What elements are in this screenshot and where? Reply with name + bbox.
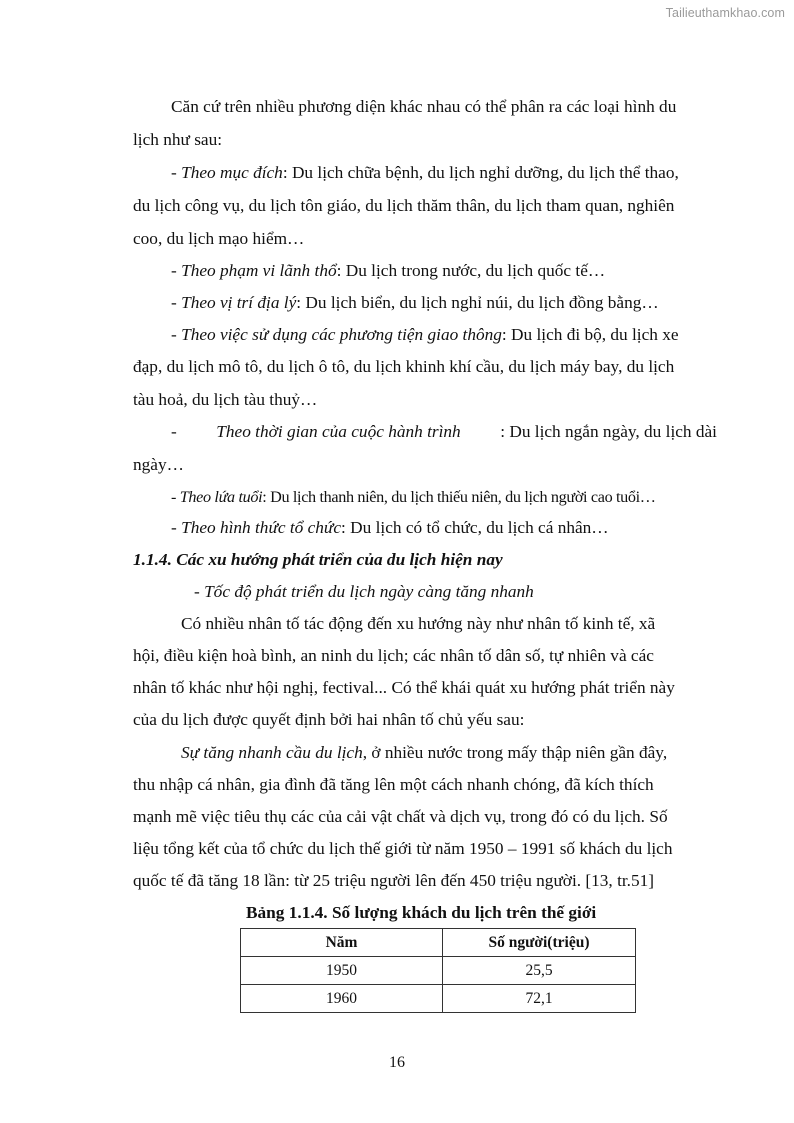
table-header-cell: Số người(triệu) <box>443 929 636 957</box>
paragraph-factors-line4: của du lịch được quyết định bởi hai nhân tố chủ yếu sau: <box>133 710 525 729</box>
list-item-label: Theo mục đích <box>181 163 283 182</box>
table-header-row <box>241 929 636 957</box>
list-item-age <box>171 486 656 508</box>
watermark: Tailieuthamkhao.com <box>665 6 785 20</box>
table-row <box>241 957 636 985</box>
paragraph-demand-line3: mạnh mẽ việc tiêu thụ các của cải vật chất và dịch vụ, trong đó có du lịch. Số <box>133 807 668 826</box>
table-header-cell: Năm <box>241 929 443 957</box>
list-item-text: : Du lịch ngắn ngày, du lịch dài <box>500 422 717 441</box>
list-item-text: : Du lịch trong nước, du lịch quốc tế… <box>336 261 606 280</box>
list-item-geography <box>171 292 659 314</box>
list-item-purpose-line3: coo, du lịch mạo hiểm… <box>133 229 305 248</box>
paragraph-factors-line2: hội, điều kiện hoà bình, an ninh du lịch; các nhân tố dân số, tự nhiên và các <box>133 646 654 665</box>
list-prefix: - <box>171 163 182 182</box>
subheading: - Tốc độ phát triển du lịch ngày càng tăng nhanh <box>194 582 534 601</box>
list-prefix: - <box>171 261 182 280</box>
list-item-transport-line2: đạp, du lịch mô tô, du lịch ô tô, du lịch khinh khí cầu, du lịch máy bay, du lịch <box>133 357 675 376</box>
list-prefix: - <box>171 293 182 312</box>
list-item-text: : Du lịch có tổ chức, du lịch cá nhân… <box>341 518 609 537</box>
table-caption: Bảng 1.1.4. Số lượng khách du lịch trên thế giới <box>246 903 597 922</box>
list-item-label: Theo phạm vi lãnh thổ <box>181 261 337 280</box>
list-item-purpose-line2: du lịch công vụ, du lịch tôn giáo, du lịch thăm thân, du lịch tham quan, nghiên <box>133 196 675 215</box>
section-heading: 1.1.4. Các xu hướng phát triển của du lịch hiện nay <box>133 550 503 569</box>
paragraph-intro-line1: Căn cứ trên nhiều phương diện khác nhau có thể phân ra các loại hình du <box>171 97 677 116</box>
paragraph-demand-line4: liệu tổng kết của tổ chức du lịch thế giới từ năm 1950 – 1991 số khách du lịch <box>133 839 673 858</box>
list-prefix: - <box>171 518 182 537</box>
list-prefix: - <box>171 488 180 506</box>
table-cell: 1960 <box>241 985 443 1013</box>
list-item-transport <box>171 324 679 346</box>
list-item-transport-line3: tàu hoả, du lịch tàu thuỷ… <box>133 390 318 409</box>
table-row <box>241 985 636 1013</box>
table-cell: 25,5 <box>443 957 636 985</box>
list-item-label: Theo việc sử dụng các phương tiện giao thông <box>181 325 502 344</box>
list-item-duration-line2: ngày… <box>133 455 184 474</box>
list-item-label: Theo lứa tuổi <box>179 488 263 506</box>
paragraph-demand-label: Sự tăng nhanh cầu du lịch <box>181 743 363 762</box>
paragraph-factors-line3: nhân tố khác như hội nghị, fectival... Có thể khái quát xu hướng phát triển này <box>133 678 675 697</box>
list-item-organization <box>171 517 609 539</box>
list-item-text: : Du lịch thanh niên, du lịch thiếu niên, du lịch người cao tuổi… <box>262 488 656 506</box>
paragraph-demand-line1 <box>181 742 667 764</box>
list-item-text: : Du lịch chữa bệnh, du lịch nghỉ dưỡng, du lịch thể thao, <box>282 163 679 182</box>
paragraph-demand-line2: thu nhập cá nhân, gia đình đã tăng lên một cách nhanh chóng, đã kích thích <box>133 775 654 794</box>
list-item-territory <box>171 260 605 282</box>
paragraph-demand-text: , ở nhiều nước trong mấy thập niên gần đây, <box>362 743 668 762</box>
list-item-label: Theo thời gian của cuộc hành trình <box>216 422 461 441</box>
list-item-purpose <box>171 162 679 184</box>
data-table <box>240 928 636 1013</box>
table-cell: 1950 <box>241 957 443 985</box>
list-item-label: Theo hình thức tổ chức <box>181 518 342 537</box>
list-item-text: : Du lịch biển, du lịch nghỉ núi, du lịch đồng bằng… <box>296 293 659 312</box>
list-prefix: - <box>171 422 177 441</box>
list-item-label: Theo vị trí địa lý <box>181 293 297 312</box>
paragraph-demand-line5: quốc tế đã tăng 18 lần: từ 25 triệu người lên đến 450 triệu người. [13, tr.51] <box>133 871 655 890</box>
list-item-text: : Du lịch đi bộ, du lịch xe <box>501 325 679 344</box>
paragraph-intro-line2: lịch như sau: <box>133 130 223 149</box>
list-prefix: - <box>171 325 182 344</box>
table-cell: 72,1 <box>443 985 636 1013</box>
paragraph-factors-line1: Có nhiều nhân tố tác động đến xu hướng này như nhân tố kinh tế, xã <box>181 614 656 633</box>
list-item-duration <box>171 421 717 443</box>
page-number: 16 <box>389 1054 405 1071</box>
